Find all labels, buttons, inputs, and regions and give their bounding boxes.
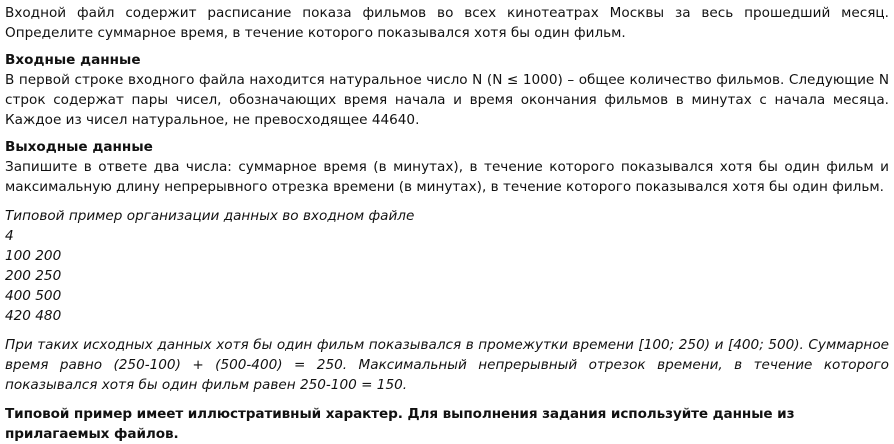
input-description: В первой строке входного файла находится натуральное число N (N ≤ 1000) – общее количество фильмов. Следующие N строк содержат пары чисел, обозначающих время начала и время окончания фильмов в минутах с начала месяца. Каждое из чисел натуральное, не превосходящее 44640. <box>5 72 889 128</box>
spacer <box>5 130 889 138</box>
example-line: 100 200 <box>5 248 62 264</box>
example-line: 4 <box>5 228 14 244</box>
example-line: 420 480 <box>5 308 62 324</box>
spacer <box>5 326 889 335</box>
example-caption: Типовой пример организации данных во входном файле <box>5 208 415 224</box>
example-line: 200 250 <box>5 268 62 284</box>
spacer <box>5 197 889 206</box>
output-heading: Выходные данные <box>5 139 153 155</box>
illustrative-note: Типовой пример имеет иллюстративный характер. Для выполнения задания используйте данные из прилагаемых файлов. <box>5 406 795 442</box>
intro-paragraph: Входной файл содержит расписание показа фильмов во всех кинотеатрах Москвы за весь прошедший месяц. Определите суммарное время, в течение которого показывался хотя бы один фильм. <box>5 5 889 41</box>
example-explanation: При таких исходных данных хотя бы один фильм показывался в промежутки времени [100; 250) и [400; 500). Суммарное время равно (250-100) + (500-400) = 250. Максимальный непрерывный отрезок времени, в течение которого показывался хотя бы один фильм равен 250-100 = 150. <box>5 337 889 393</box>
spacer <box>5 395 889 404</box>
example-data-block <box>5 226 889 326</box>
input-heading: Входные данные <box>5 52 141 68</box>
spacer <box>5 43 889 51</box>
example-line: 400 500 <box>5 288 62 304</box>
output-description: Запишите в ответе два числа: суммарное время (в минутах), в течение которого показывался хотя бы один фильм и максимальную длину непрерывного отрезка времени (в минутах), в течение которого показывался хотя бы один фильм. <box>5 159 889 195</box>
